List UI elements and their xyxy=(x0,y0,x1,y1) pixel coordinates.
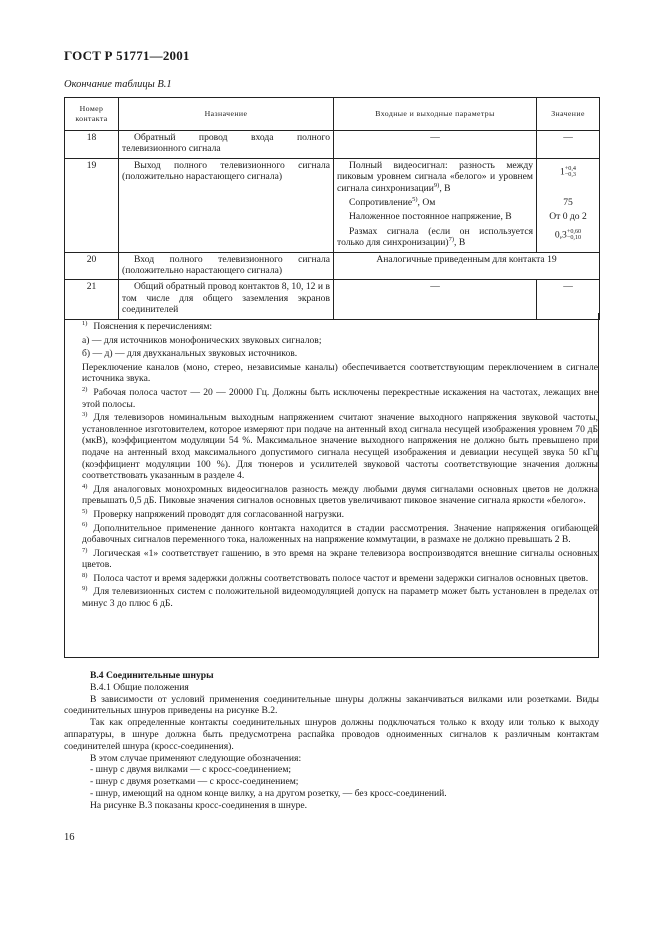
col-header-params: Входные и выходные параметры xyxy=(334,98,537,131)
table-notes xyxy=(82,321,598,612)
table-row xyxy=(65,131,600,159)
section-paragraph: На рисунке В.3 показаны кросс-соединения в шнуре. xyxy=(90,799,308,811)
list-item: - шнур, имеющий на одном конце вилку, а на другом розетку, — без кросс-соединений. xyxy=(90,787,447,799)
note-1-item-a: а) — для источников монофонических звуковых сигналов; xyxy=(82,334,322,346)
col-header-contact-number: Номер контакта xyxy=(65,98,119,131)
note-9: $^{9)}$ Для телевизионных систем с положительной видеомодуляцией допуск на параметр может быть установлен в пределах от минус 3 до плюс 6 дБ. xyxy=(82,585,598,610)
contact-params: — xyxy=(334,280,537,319)
table-caption: Окончание таблицы В.1 xyxy=(64,79,172,90)
note-4: $^{4)}$ Для аналоговых монохромных видеосигналов разность между любыми двумя сигналами основных цветов не должна превышать 0,5 дБ. Пиковые значения сигналов основных цветов увеличивают пиковое значение сигнала яркости «белого». xyxy=(82,482,598,507)
param-line: Сопротивление$^{5)}$, Ом xyxy=(349,195,436,209)
list-item: - шнур с двумя вилками — с кросс-соединением; xyxy=(90,764,292,776)
contact-purpose: Общий обратный провод контактов 8, 10, 12 и в том числе для общего заземления экранов соединителей xyxy=(119,280,334,319)
document-header-title: ГОСТ Р 51771—2001 xyxy=(64,48,190,63)
contact-value: — xyxy=(537,280,600,319)
note-1-item-b: б) — д) — для двухканальных звуковых источников. xyxy=(82,348,298,360)
list-item: - шнур с двумя розетками — с кросс-соединением; xyxy=(90,776,299,788)
value-line: 0,3 +0,60 −0,10 xyxy=(554,227,582,242)
contact-number: 20 xyxy=(65,252,119,280)
param-line: Наложенное постоянное напряжение, В xyxy=(349,211,512,223)
contact-number: 21 xyxy=(65,280,119,319)
contact-purpose: Обратный провод входа полного телевизионного сигнала xyxy=(119,131,334,159)
note-1-body: Переключение каналов (моно, стерео, независимые каналы) обеспечивается соответствующим переключением в сигнале источника звука. xyxy=(82,361,598,385)
note-2: $^{2)}$ Рабочая полоса частот — 20 — 20000 Гц. Должны быть исключены перекрестные искажения на частотах, лежащих вне этой полосы. xyxy=(82,385,598,410)
note-7: $^{7)}$ Логическая «1» соответствует гашению, в это время на экране телевизора воспроизводятся внешние сигналы основных цветов. xyxy=(82,546,598,571)
col-header-purpose: Назначение xyxy=(119,98,334,131)
value-line: 75 xyxy=(563,196,573,208)
subsection-heading: В.4.1 Общие положения xyxy=(90,681,189,693)
contact-purpose: Выход полного телевизионного сигнала (положительно нарастающего сигнала) xyxy=(119,158,334,252)
contact-value xyxy=(537,158,600,252)
param-line: Полный видеосигнал: разность между пиковым уровнем сигнала «белого» и уровнем сигнала синхронизации$^{9)}$, В xyxy=(337,159,533,194)
contacts-table xyxy=(64,97,600,320)
table-row xyxy=(65,252,600,280)
section-paragraph: Так как определенные контакты соединительных шнуров должны подключаться только к входу или только к выходу аппаратуры, в шнуре должна быть предусмотрена распайка проводов одноименных сигналов к различным контактам соединителей шнура (кросс-соединения). xyxy=(64,717,599,752)
section-b4 xyxy=(64,670,599,812)
value-line: 1 +0,4 −0,3 xyxy=(559,164,577,179)
section-paragraph: В зависимости от условий применения соединительные шнуры должны заканчиваться вилками или розетками. Виды соединительных шнуров приведены на рисунке В.2. xyxy=(64,693,599,717)
contact-number: 18 xyxy=(65,131,119,159)
param-line: Размах сигнала (если он используется только для синхронизации)$^{7)}$, В xyxy=(337,225,533,249)
contact-value: — xyxy=(537,131,600,159)
note-5: $^{5)}$ Проверку напряжений проводят для согласованной нагрузки. xyxy=(82,507,345,520)
table-row xyxy=(65,158,600,252)
note-6: $^{6)}$ Дополнительное применение данного контакта находится в стадии рассмотрения. Значение напряжения огибающей добавочных сигналов переменного тока, наложенных на напряжение коммутации, в размахе не должно превышать 2 В. xyxy=(82,521,598,546)
section-heading: В.4 Соединительные шнуры xyxy=(90,670,214,681)
note-1-title: $^{1)}$ Пояснения к перечислениям: xyxy=(82,319,213,332)
value-line: От 0 до 2 xyxy=(549,211,587,223)
col-header-value: Значение xyxy=(537,98,600,131)
note-8: $^{8)}$ Полоса частот и время задержки должны соответствовать полосе частот и времени задержки сигналов основных цветов. xyxy=(82,571,589,584)
table-header-row xyxy=(65,98,600,131)
page-number: 16 xyxy=(64,832,75,843)
section-paragraph: В этом случае применяют следующие обозначения: xyxy=(90,752,302,764)
note-3: $^{3)}$ Для телевизоров номинальным выходным напряжением считают значение выходного напряжения звуковой частоты, установленное изготовителем, которое измеряют при подаче на антенный вход сигнала несущей изображения уровнем 70 дБ (мкВ), коэффициентом модуляции 54 %. Максимальное значение выходного напряжения не должно быть превышено при подаче на антенный вход максимального допустимого сигнала несущей изображения и девиации несущей звука 50 кГц (коэффициент модуляции 100 %). Для тюнеров и усилителей звуковой частоты соответствующие значения должны соответствовать указанным в разделе 4. xyxy=(82,410,598,482)
contact-number: 19 xyxy=(65,158,119,252)
contact-purpose: Вход полного телевизионного сигнала (положительно нарастающего сигнала) xyxy=(119,252,334,280)
contact-params xyxy=(334,158,537,252)
contact-params: — xyxy=(334,131,537,159)
contact-params-merged: Аналогичные приведенным для контакта 19 xyxy=(334,252,600,280)
